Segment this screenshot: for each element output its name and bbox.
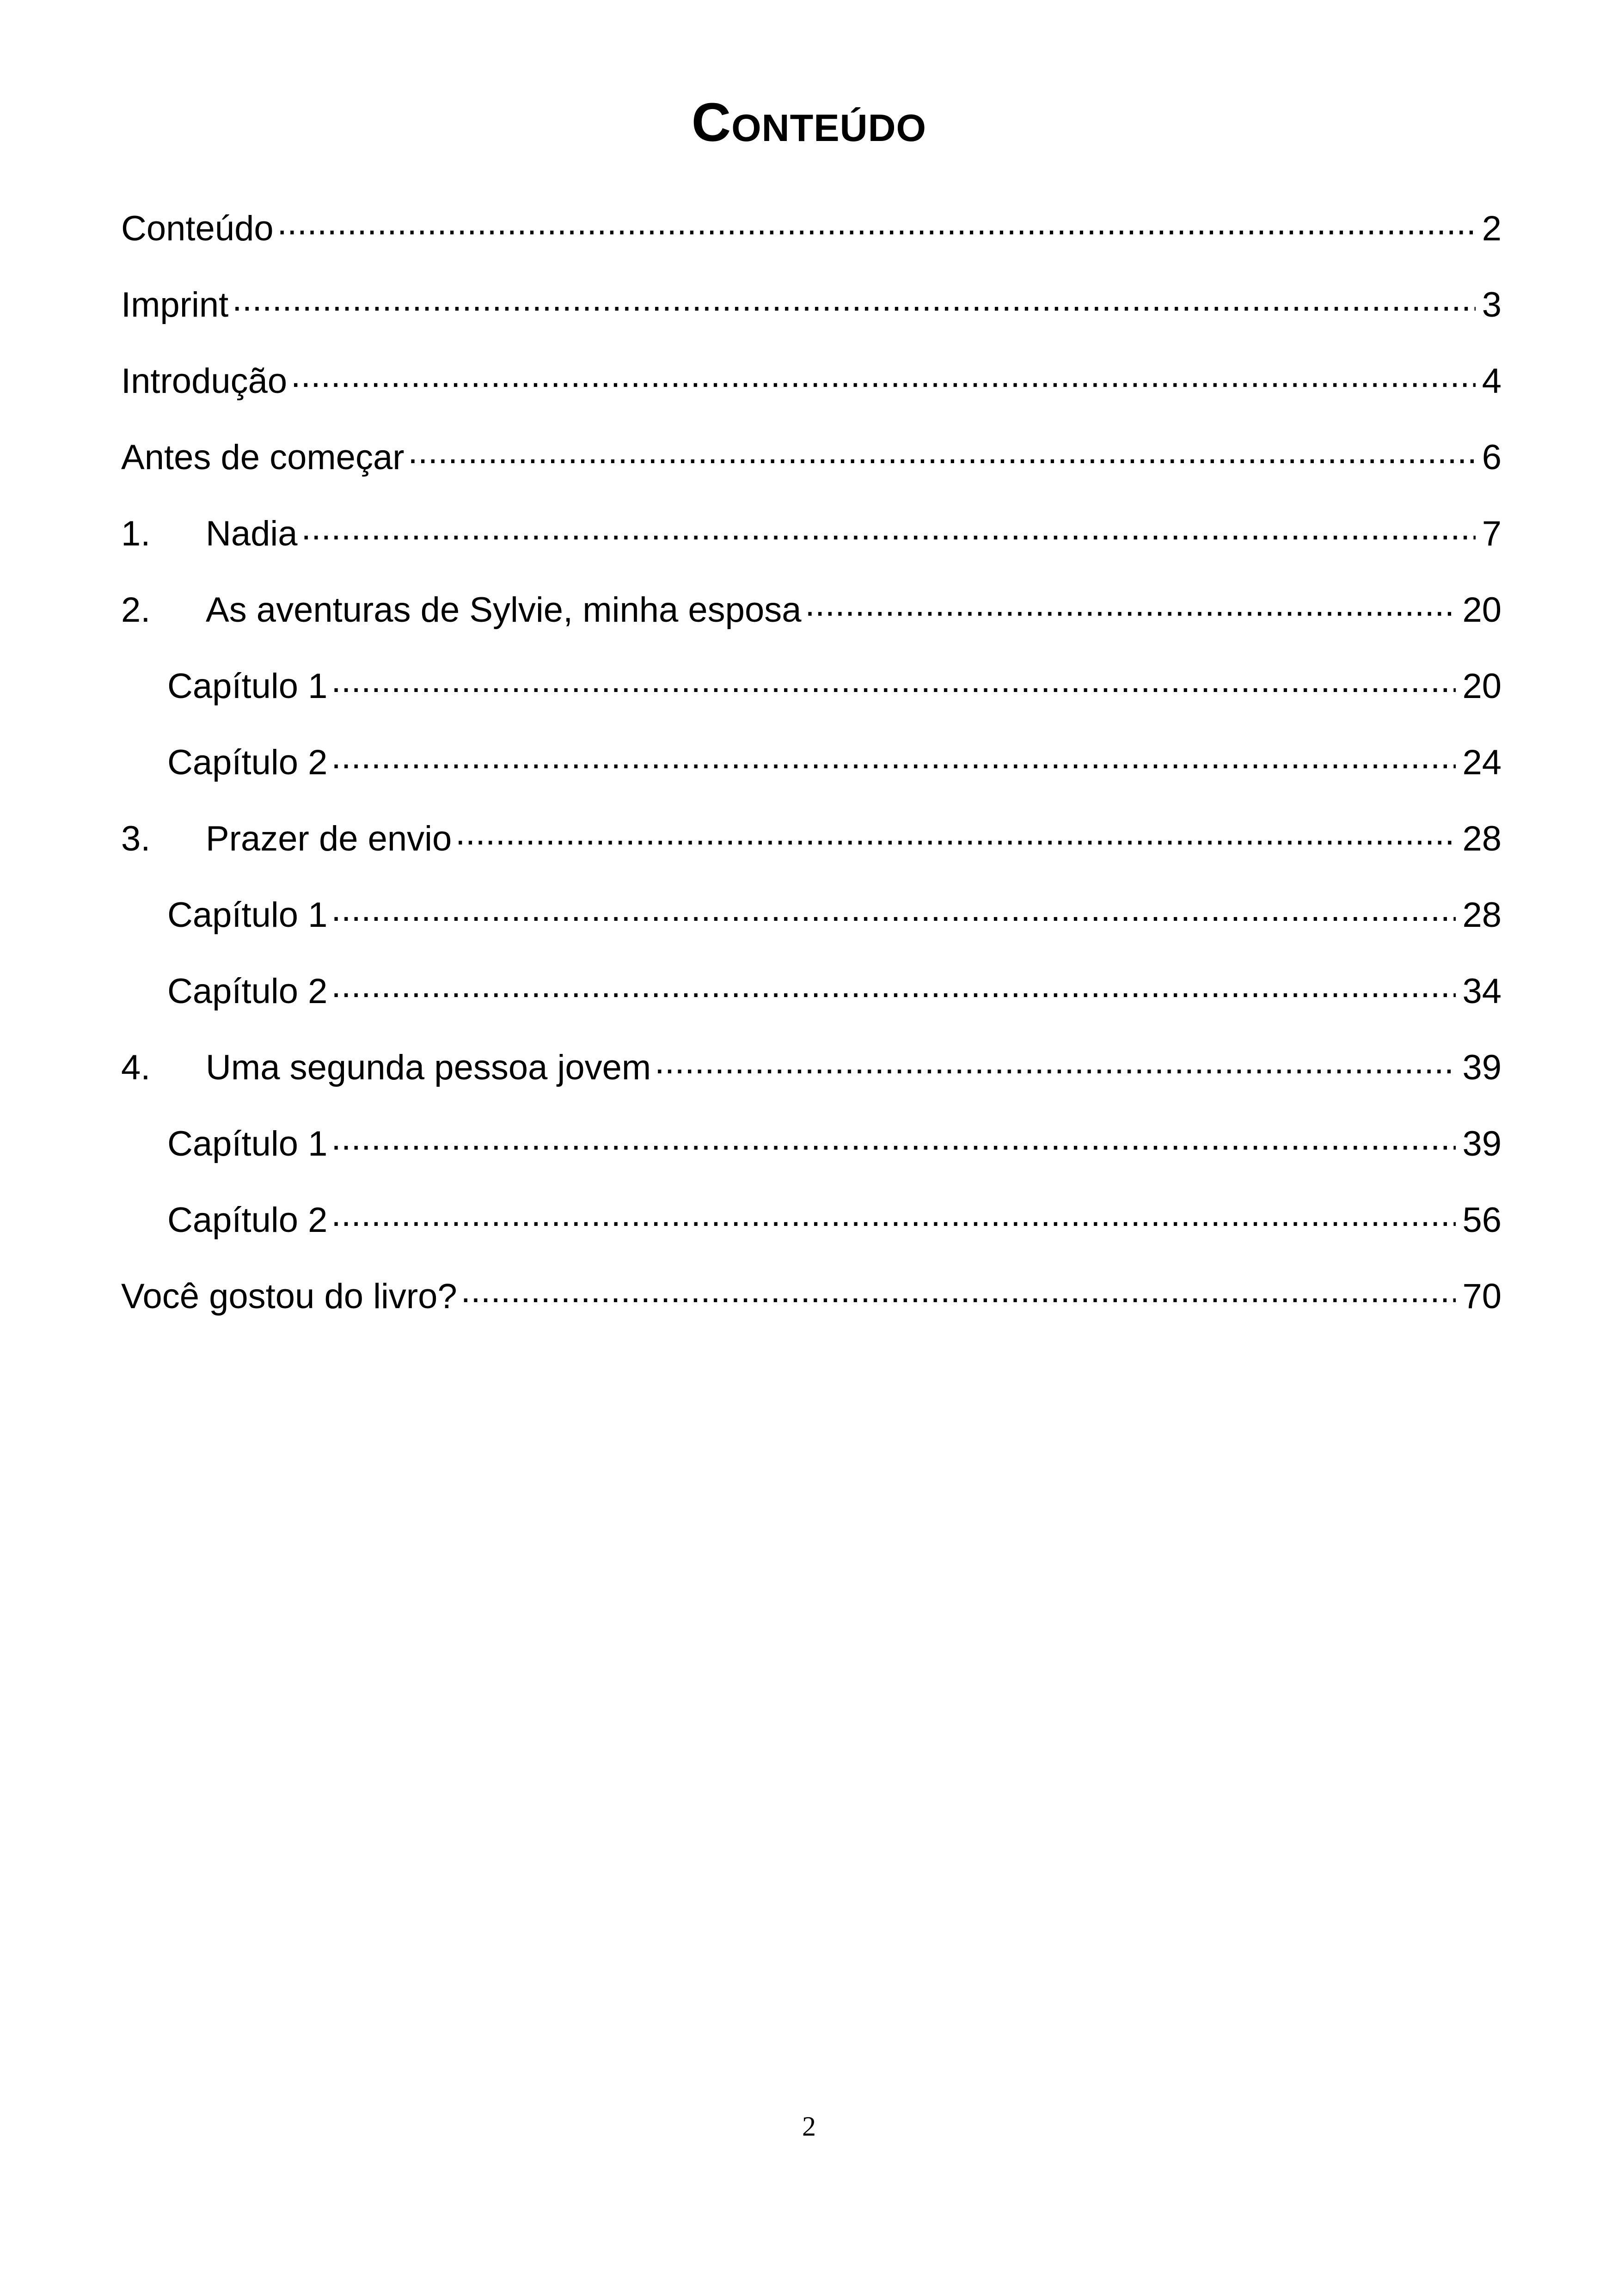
toc-dot-leader — [331, 968, 1456, 1003]
toc-entry-label: Conteúdo — [121, 209, 274, 248]
toc-entry-page: 20 — [1462, 590, 1502, 630]
toc-entry-page: 70 — [1462, 1277, 1502, 1316]
toc-entry-label: Imprint — [121, 285, 229, 325]
toc-dot-leader — [331, 1197, 1456, 1232]
toc-dot-leader — [331, 663, 1456, 698]
table-of-contents — [121, 196, 1502, 1341]
toc-entry-number: 2. — [121, 590, 151, 630]
toc-entry-number: 3. — [121, 819, 151, 858]
toc-subentry[interactable] — [121, 1112, 1502, 1188]
toc-entry-label: Capítulo 1 — [167, 667, 328, 706]
toc-dot-leader — [331, 892, 1456, 927]
toc-subentry[interactable] — [121, 1188, 1502, 1264]
toc-entry-label: Capítulo 2 — [167, 743, 328, 782]
toc-entry-page: 39 — [1462, 1048, 1502, 1087]
toc-entry-page: 28 — [1462, 895, 1502, 935]
toc-entry[interactable] — [121, 807, 1502, 883]
toc-entry[interactable] — [121, 1035, 1502, 1112]
page-number: 2 — [802, 2111, 816, 2142]
toc-entry-label: Nadia — [206, 514, 298, 553]
toc-entry-label: Capítulo 2 — [167, 972, 328, 1011]
toc-subentry[interactable] — [121, 654, 1502, 730]
toc-entry-page: 2 — [1482, 209, 1502, 248]
toc-dot-leader — [301, 510, 1476, 545]
toc-dot-leader — [805, 587, 1456, 622]
toc-entry[interactable] — [121, 578, 1502, 654]
toc-entry-label: As aventuras de Sylvie, minha esposa — [206, 590, 802, 630]
toc-entry-page: 20 — [1462, 667, 1502, 706]
toc-entry-number: 4. — [121, 1048, 151, 1087]
toc-entry-number: 1. — [121, 514, 151, 553]
toc-entry[interactable] — [121, 425, 1502, 502]
toc-entry[interactable] — [121, 196, 1502, 273]
toc-entry-page: 7 — [1482, 514, 1502, 553]
toc-entry-page: 39 — [1462, 1124, 1502, 1163]
toc-entry-page: 3 — [1482, 285, 1502, 325]
toc-entry-label: Introdução — [121, 361, 288, 401]
toc-entry-page: 28 — [1462, 819, 1502, 858]
toc-dot-leader — [408, 434, 1476, 469]
toc-entry-label: Prazer de envio — [206, 819, 452, 858]
toc-dot-leader — [277, 205, 1476, 240]
toc-entry[interactable] — [121, 349, 1502, 425]
toc-entry-label: Você gostou do livro? — [121, 1277, 457, 1316]
toc-entry[interactable] — [121, 1264, 1502, 1341]
toc-entry-label: Antes de começar — [121, 438, 404, 477]
toc-dot-leader — [461, 1273, 1456, 1308]
toc-entry-page: 56 — [1462, 1200, 1502, 1240]
toc-entry-label: Capítulo 2 — [167, 1200, 328, 1240]
toc-dot-leader — [455, 815, 1456, 851]
toc-dot-leader — [331, 739, 1456, 774]
toc-dot-leader — [232, 282, 1475, 317]
toc-dot-leader — [655, 1044, 1456, 1079]
toc-entry[interactable] — [121, 502, 1502, 578]
toc-entry-label: Uma segunda pessoa jovem — [206, 1048, 651, 1087]
toc-entry-page: 6 — [1482, 438, 1502, 477]
toc-entry-page: 24 — [1462, 743, 1502, 782]
toc-entry[interactable] — [121, 273, 1502, 349]
toc-entry-page: 34 — [1462, 972, 1502, 1011]
toc-subentry[interactable] — [121, 959, 1502, 1035]
toc-entry-label: Capítulo 1 — [167, 1124, 328, 1163]
toc-subentry[interactable] — [121, 883, 1502, 959]
toc-dot-leader — [331, 1120, 1456, 1156]
page-title: Conteúdo — [691, 92, 927, 153]
toc-entry-page: 4 — [1482, 361, 1502, 401]
toc-subentry[interactable] — [121, 730, 1502, 807]
toc-dot-leader — [291, 358, 1476, 393]
toc-entry-label: Capítulo 1 — [167, 895, 328, 935]
